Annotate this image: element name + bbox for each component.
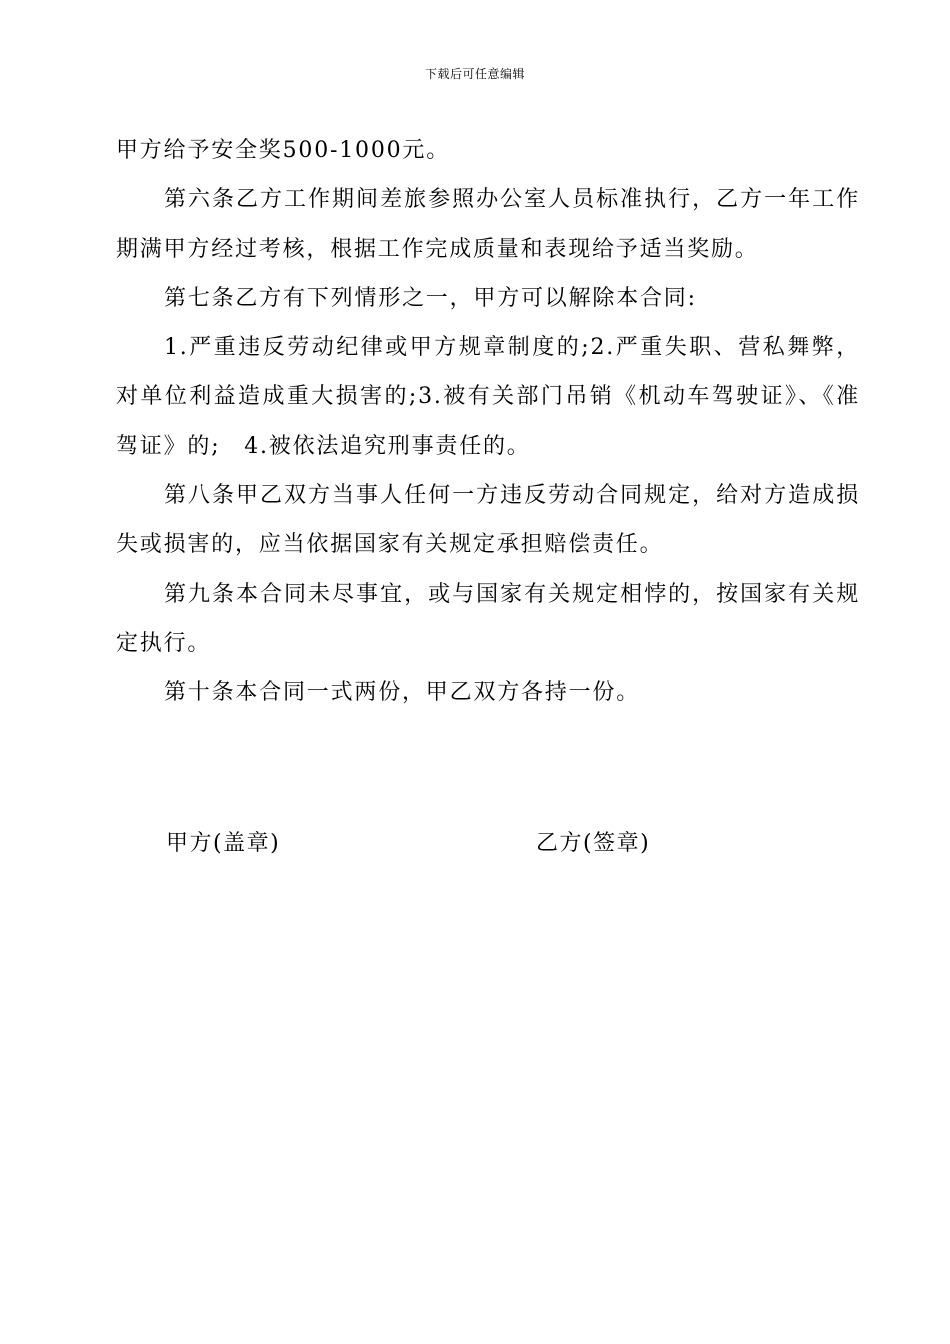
paragraph-article-7: 第七条乙方有下列情形之一，甲方可以解除本合同: bbox=[164, 285, 697, 311]
paragraph-article-10: 第十条本合同一式两份，甲乙双方各持一份。 bbox=[164, 680, 641, 706]
paragraph-article-6: 第六条乙方工作期间差旅参照办公室人员标准执行，乙方一年工作期满甲方经过考核，根据工作完成质量和表现给予适当奖励。 bbox=[116, 187, 860, 262]
page-header: 下载后可任意编辑 bbox=[424, 67, 525, 81]
paragraph-article-9: 第九条本合同未尽事宜，或与国家有关规定相悖的，按国家有关规定执行。 bbox=[116, 581, 860, 656]
signature-party-b: 乙方(签章) bbox=[536, 831, 651, 856]
signature-party-a: 甲方(盖章) bbox=[166, 831, 281, 856]
paragraph-article-7-items: 1.严重违反劳动纪律或甲方规章制度的;2.严重失职、营私舞弊，对单位利益造成重大损害的;3.被有关部门吊销《机动车驾驶证》、《准驾证》的; 4.被依法追究刑事责任的。 bbox=[116, 335, 860, 459]
paragraph-article-8: 第八条甲乙双方当事人任何一方违反劳动合同规定，给对方造成损失或损害的，应当依据国家有关规定承担赔偿责任。 bbox=[116, 483, 860, 558]
paragraph-safety-award: 甲方给予安全奖500-1000元。 bbox=[116, 138, 451, 163]
contract-body bbox=[116, 126, 860, 718]
